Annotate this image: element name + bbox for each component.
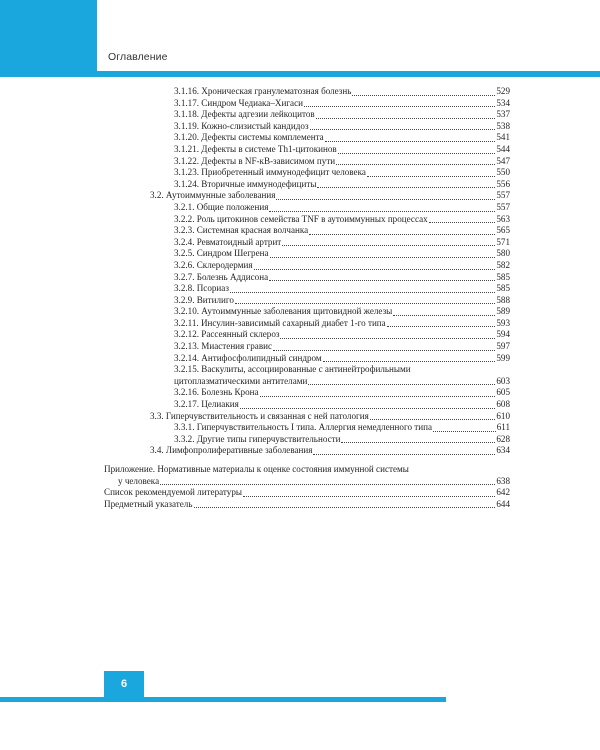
- dot-leader: [393, 315, 495, 316]
- toc-appendix-first-line[interactable]: Приложение. Нормативные материалы к оценке состояния иммунной системы: [104, 464, 409, 474]
- toc-entry[interactable]: 3.1.21. Дефекты в системе Th1-цитокинов 544: [174, 143, 510, 154]
- toc-entry[interactable]: 3.2.5. Синдром Шегрена 580: [174, 248, 510, 259]
- toc-entry[interactable]: 3.1.22. Дефекты в NF-кВ-зависимом пути 547: [174, 155, 510, 166]
- dot-leader: [254, 269, 496, 270]
- toc-entry[interactable]: 3.3.1. Гиперчувствительность I типа. Аллергия немедленного типа 611: [174, 422, 510, 433]
- dot-leader: [387, 326, 496, 327]
- toc-appendix-continuation[interactable]: у человека 638: [118, 475, 510, 486]
- toc-entry[interactable]: 3.2.2. Роль цитокинов семейства TNF в аутоиммунных процессах 563: [174, 213, 510, 224]
- running-title: Оглавление: [108, 51, 168, 63]
- dot-leader: [269, 280, 495, 281]
- dot-leader: [316, 118, 496, 119]
- dot-leader: [338, 153, 496, 154]
- toc-section[interactable]: 3.4. Лимфопролиферативные заболевания 634: [150, 445, 510, 456]
- toc-entry[interactable]: 3.1.18. Дефекты адгезии лейкоцитов 537: [174, 109, 510, 120]
- toc-entry[interactable]: 3.1.19. Кожно-слизистый кандидоз 538: [174, 120, 510, 131]
- dot-leader: [370, 419, 496, 420]
- table-of-contents: [104, 86, 510, 510]
- dot-leader: [429, 222, 496, 223]
- toc-entry[interactable]: 3.1.23. Приобретенный иммунодефицит человека 550: [174, 167, 510, 178]
- toc-entry[interactable]: 3.2.6. Склеродермия 582: [174, 259, 510, 270]
- toc-entry[interactable]: 3.2.7. Болезнь Аддисона 585: [174, 271, 510, 282]
- dot-leader: [240, 408, 496, 409]
- dot-leader: [304, 106, 495, 107]
- toc-entry[interactable]: 3.2.12. Рассеянный склероз 594: [174, 329, 510, 340]
- dot-leader: [194, 507, 496, 508]
- dot-leader: [309, 234, 495, 235]
- dot-leader: [235, 303, 495, 304]
- dot-leader: [243, 496, 495, 497]
- dot-leader: [341, 442, 495, 443]
- toc-entry[interactable]: 3.2.11. Инсулин-зависимый сахарный диабет 1-го типа 593: [174, 317, 510, 328]
- toc-entry[interactable]: 3.1.20. Дефекты системы комплемента 541: [174, 132, 510, 143]
- toc-entry[interactable]: 3.3.2. Другие типы гиперчувствительности 628: [174, 433, 510, 444]
- footer-rule: [0, 697, 446, 702]
- toc-section[interactable]: 3.3. Гиперчувствительность и связанная с ней патология 610: [150, 410, 510, 421]
- dot-leader: [160, 484, 495, 485]
- toc-references[interactable]: Список рекомендуемой литературы 642: [104, 487, 510, 498]
- toc-entry[interactable]: 3.1.17. Синдром Чедиака–Хигаси 534: [174, 97, 510, 108]
- dot-leader: [276, 199, 495, 200]
- toc-entry[interactable]: 3.2.3. Системная красная волчанка 565: [174, 225, 510, 236]
- dot-leader: [367, 176, 495, 177]
- toc-entry[interactable]: 3.1.24. Вторичные иммунодефициты 556: [174, 178, 510, 189]
- dot-leader: [280, 338, 495, 339]
- header-accent-block: [0, 0, 97, 77]
- toc-entry[interactable]: 3.1.16. Хроническая гранулематозная болезнь 529: [174, 86, 510, 96]
- toc-entry[interactable]: 3.2.13. Миастения гравис 597: [174, 341, 510, 352]
- toc-entry[interactable]: 3.2.4. Ревматоидный артрит 571: [174, 236, 510, 247]
- toc-entry-first-line[interactable]: 3.2.15. Васкулиты, ассоциированные с антинейтрофильными: [174, 364, 411, 375]
- toc-index[interactable]: Предметный указатель 644: [104, 498, 510, 509]
- dot-leader: [313, 454, 495, 455]
- page-number: 6: [104, 671, 144, 697]
- toc-entry[interactable]: 3.2.14. Антифосфолипидный синдром 599: [174, 352, 510, 363]
- toc-entry[interactable]: 3.2.10. Аутоиммунные заболевания щитовидной железы 589: [174, 306, 510, 317]
- dot-leader: [269, 211, 495, 212]
- dot-leader: [352, 95, 495, 96]
- toc-entry[interactable]: 3.2.1. Общие положения 557: [174, 201, 510, 212]
- toc-entry[interactable]: 3.2.9. Витилиго 588: [174, 294, 510, 305]
- dot-leader: [308, 384, 495, 385]
- header-rule: [97, 71, 600, 77]
- dot-leader: [270, 257, 496, 258]
- dot-leader: [273, 350, 495, 351]
- dot-leader: [317, 187, 495, 188]
- toc-entry[interactable]: 3.2.17. Целиакия 608: [174, 399, 510, 410]
- dot-leader: [336, 164, 495, 165]
- toc-entry[interactable]: 3.2.16. Болезнь Крона 605: [174, 387, 510, 398]
- toc-section[interactable]: 3.2. Аутоиммунные заболевания 557: [150, 190, 510, 201]
- toc-entry-continuation[interactable]: цитоплазматическими антителами 603: [174, 375, 510, 386]
- dot-leader: [282, 245, 495, 246]
- dot-leader: [310, 129, 496, 130]
- toc-entry[interactable]: 3.2.8. Псориаз 585: [174, 283, 510, 294]
- dot-leader: [230, 292, 495, 293]
- dot-leader: [323, 361, 496, 362]
- dot-leader: [260, 396, 496, 397]
- dot-leader: [433, 431, 496, 432]
- dot-leader: [325, 141, 496, 142]
- spacer: [104, 457, 510, 464]
